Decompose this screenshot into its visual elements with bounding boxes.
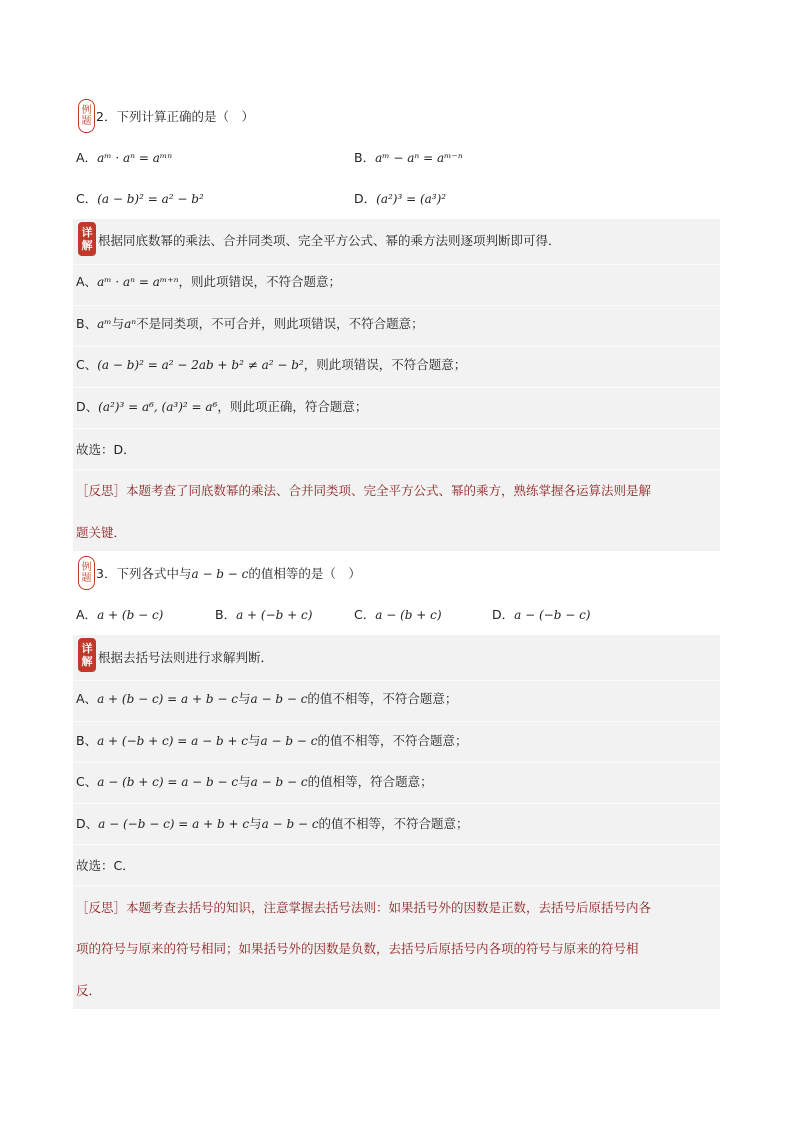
q2-solution-panel [73, 219, 720, 551]
divider [73, 264, 720, 265]
q2-option-a[interactable]: A．aᵐ · aⁿ = aᵐⁿ [76, 150, 173, 165]
question-2-stem: 2．下列计算正确的是（ ） [96, 109, 254, 124]
explanation-badge-icon: 详 解 [78, 638, 96, 672]
q3-reflection-line-2: 项的符号与原来的符号相同；如果括号外的因数是负数，去括号后原括号内各项的符号与原来的符号相 [76, 941, 639, 956]
divider [73, 803, 720, 804]
q3-solution-item-c: C、a − (b + c) = a − b − c与a − b − c的值相等，符合题意； [76, 774, 433, 789]
divider [73, 721, 720, 722]
q3-answer: 故选：C． [76, 858, 135, 873]
q2-option-c[interactable]: C．(a − b)² = a² − b² [76, 191, 204, 206]
explanation-badge-icon: 详 解 [78, 222, 96, 256]
example-stamp-icon: 例 题 [78, 99, 95, 133]
example-stamp-icon: 例 题 [78, 556, 95, 590]
q2-solution-item-a: A、aᵐ · aⁿ = aᵐ⁺ⁿ，则此项错误，不符合题意； [76, 274, 341, 289]
divider [73, 346, 720, 347]
q2-option-b[interactable]: B．aᵐ − aⁿ = aᵐ⁻ⁿ [354, 150, 463, 165]
q3-option-a[interactable]: A．a + (b − c) [76, 607, 164, 622]
q2-reflection-line-2: 题关键． [76, 525, 127, 540]
q2-solution-item-b: B、aᵐ与aⁿ不是同类项，不可合并，则此项错误，不符合题意； [76, 316, 424, 331]
q3-solution-intro: 根据去括号法则进行求解判断． [98, 650, 274, 665]
q2-answer: 故选：D． [76, 442, 136, 457]
q2-solution-item-c: C、(a − b)² = a² − 2ab + b² ≠ a² − b²，则此项错误，不符合题意； [76, 357, 467, 372]
divider [73, 469, 720, 470]
divider [73, 885, 720, 886]
q3-option-c[interactable]: C．a − (b + c) [354, 607, 442, 622]
q3-solution-item-a: A、a + (b − c) = a + b − c与a − b − c的值不相等，不符合题意； [76, 691, 458, 706]
q3-reflection-line-3: 反． [76, 983, 102, 998]
q3-option-b[interactable]: B．a + (−b + c) [215, 607, 313, 622]
question-3-stem: 3．下列各式中与a − b − c的值相等的是（ ） [96, 566, 361, 581]
q2-option-d[interactable]: D．(a²)³ = (a³)² [354, 191, 447, 206]
q3-solution-item-d: D、a − (−b − c) = a + b + c与a − b − c的值不相等，不符合题意； [76, 816, 469, 831]
q2-solution-intro: 根据同底数幂的乘法、合并同类项、完全平方公式、幂的乘方法则逐项判断即可得． [98, 233, 561, 248]
q3-reflection-line-1: ［反思］本题考查去括号的知识，注意掌握去括号法则：如果括号外的因数是正数，去括号后原括号内各 [76, 900, 652, 915]
q3-option-d[interactable]: D．a − (−b − c) [492, 607, 591, 622]
q2-reflection-line-1: ［反思］本题考查了同底数幂的乘法、合并同类项、完全平方公式、幂的乘方，熟练掌握各运算法则是解 [76, 483, 652, 498]
divider [73, 387, 720, 388]
divider [73, 305, 720, 306]
q3-solution-item-b: B、a + (−b + c) = a − b + c与a − b − c的值不相等，不符合题意； [76, 733, 468, 748]
divider [73, 762, 720, 763]
divider [73, 680, 720, 681]
divider [73, 428, 720, 429]
divider [73, 844, 720, 845]
q2-solution-item-d: D、(a²)³ = a⁶, (a³)² = a⁶，则此项正确，符合题意； [76, 399, 368, 414]
